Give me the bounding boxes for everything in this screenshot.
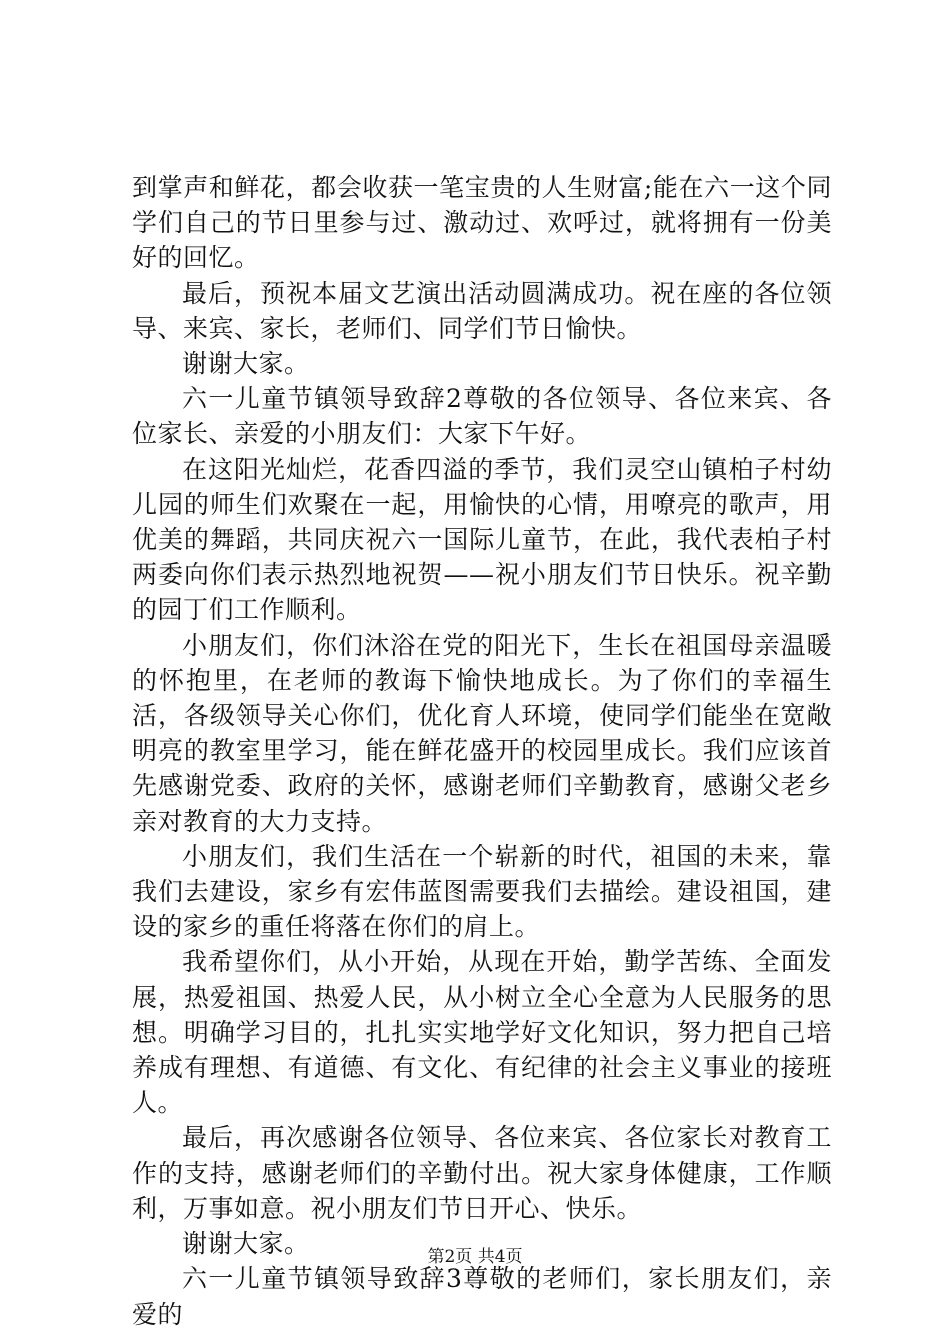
paragraph-9: 最后，再次感谢各位领导、各位来宾、各位家长对教育工作的支持，感谢老师们的辛勤付出。祝大家身体健康，工作顺利，万事如意。祝小朋友们节日开心、快乐。 (132, 1123, 832, 1223)
document-body (132, 170, 832, 1332)
paragraph-2: 最后，预祝本届文艺演出活动圆满成功。祝在座的各位领导、来宾、家长，老师们、同学们节日愉快。 (132, 278, 832, 343)
paragraph-10: 谢谢大家。 (182, 1229, 310, 1259)
paragraph-5: 在这阳光灿烂，花香四溢的季节，我们灵空山镇柏子村幼儿园的师生们欢聚在一起，用愉快的心情，用嘹亮的歌声，用优美的舞蹈，共同庆祝六一国际儿童节，在此，我代表柏子村两委向你们表示热烈地祝贺——祝小朋友们节日快乐。祝辛勤的园丁们工作顺利。 (132, 454, 832, 625)
paragraph-4: 六一儿童节镇领导致辞2尊敬的各位领导、各位来宾、各位家长、亲爱的小朋友们：大家下午好。 (132, 384, 832, 449)
paragraph-6: 小朋友们，你们沐浴在党的阳光下，生长在祖国母亲温暖的怀抱里，在老师的教诲下愉快地成长。为了你们的幸福生活，各级领导关心你们，优化育人环境，使同学们能坐在宽敞明亮的教室里学习，能在鲜花盛开的校园里成长。我们应该首先感谢党委、政府的关怀，感谢老师们辛勤教育，感谢父老乡亲对教育的大力支持。 (132, 630, 832, 836)
paragraph-11: 六一儿童节镇领导致辞3尊敬的老师们，家长朋友们，亲爱的 (132, 1264, 832, 1329)
page-number-footer: 第2页 共4页 (427, 1247, 523, 1267)
paragraph-7: 小朋友们，我们生活在一个崭新的时代，祖国的未来，靠我们去建设，家乡有宏伟蓝图需要我们去描绘。建设祖国，建设的家乡的重任将落在你们的肩上。 (132, 841, 832, 942)
paragraph-1: 到掌声和鲜花，都会收获一笔宝贵的人生财富;能在六一这个同学们自己的节日里参与过、激动过、欢呼过，就将拥有一份美好的回忆。 (132, 173, 832, 273)
paragraph-8: 我希望你们，从小开始，从现在开始，勤学苦练、全面发展，热爱祖国、热爱人民，从小树立全心全意为人民服务的思想。明确学习目的，扎扎实实地学好文化知识，努力把自己培养成有理想、有道德、有文化、有纪律的社会主义事业的接班人。 (132, 947, 832, 1118)
paragraph-3: 谢谢大家。 (182, 349, 310, 379)
